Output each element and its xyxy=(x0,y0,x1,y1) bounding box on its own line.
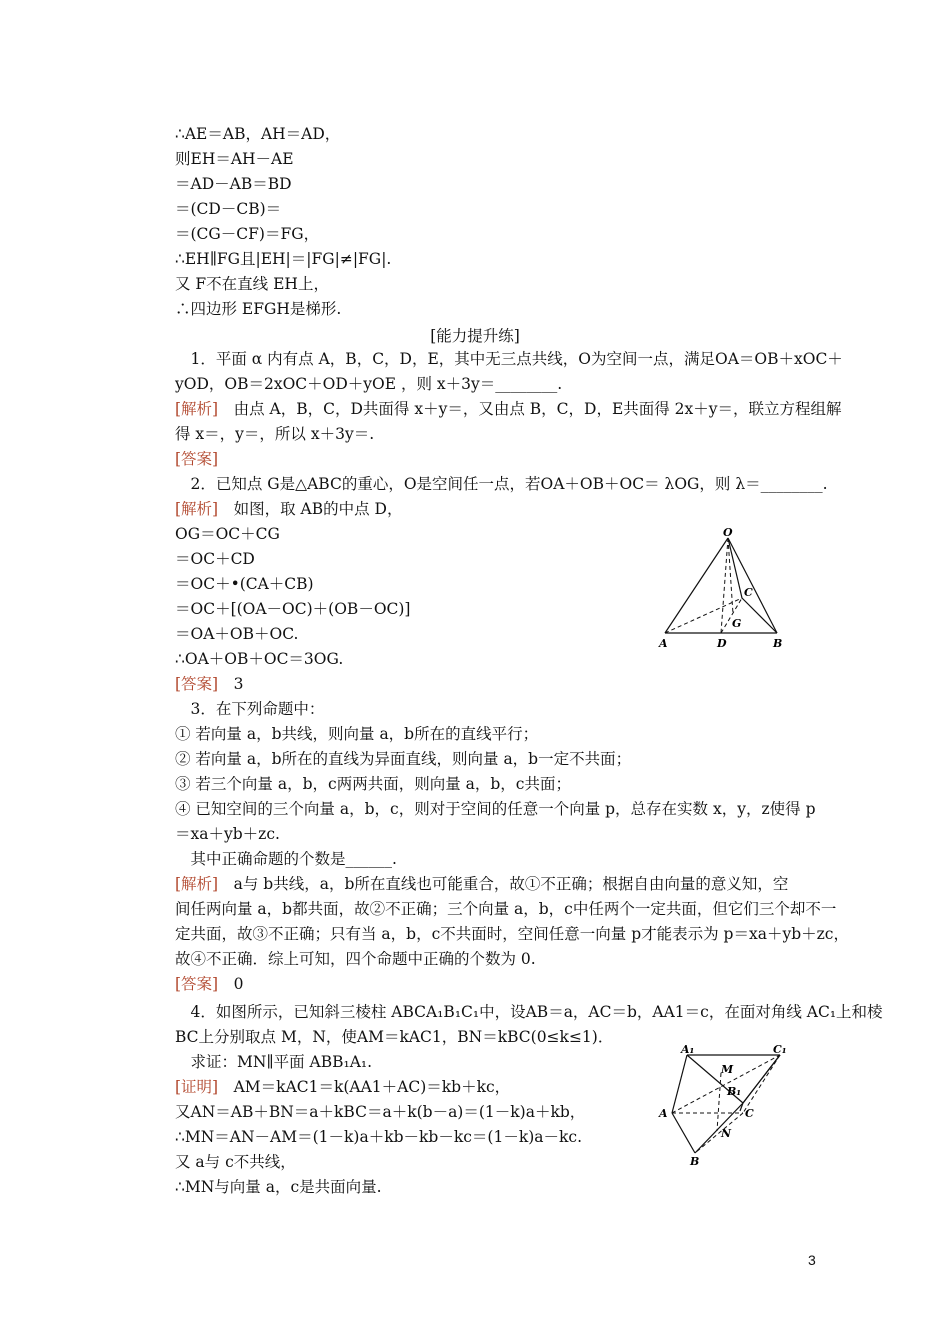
question-3-line: 其中正确命题的个数是______. xyxy=(175,850,397,868)
fig-label: D xyxy=(717,637,727,650)
fig-label: B xyxy=(773,637,783,650)
analysis-tag: [解析] xyxy=(175,875,219,893)
fig-label: C₁ xyxy=(773,1043,787,1056)
analysis-tag: [解析] xyxy=(175,400,219,418)
math-step: ∴MN与向量 a，c是共面向量. xyxy=(175,1178,382,1196)
text-line: ∴四边形 EFGH是梯形. xyxy=(175,300,342,318)
math-step: 又 a与 c不共线， xyxy=(175,1153,296,1171)
answer-tag: [答案] xyxy=(175,675,219,693)
math-step: 又AN＝AB＋BN＝a＋kBC＝a＋k(b－a)＝(1－k)a＋kb， xyxy=(175,1103,586,1121)
proposition-item: ③ 若三个向量 a，b，c两两共面，则向量 a，b，c共面； xyxy=(175,775,571,793)
fig-label: C xyxy=(744,586,753,599)
question-1-line: yOD，OB＝2xOC＋OD＋yOE ，则 x＋3y＝________. xyxy=(175,375,563,393)
answer-line: [答案] 3 xyxy=(175,675,244,693)
fig-label: C xyxy=(745,1107,754,1120)
tetrahedron-figure xyxy=(655,528,790,653)
question-4-line: 4．如图所示，已知斜三棱柱 ABCA₁B₁C₁中，设AB＝a，AC＝b，AA1＝c，在面对角线 AC₁上和棱 xyxy=(175,1003,883,1021)
fig-label: O xyxy=(723,528,733,539)
proposition-item: ＝xa＋yb＋zc. xyxy=(175,825,280,843)
fig-label: A₁ xyxy=(681,1043,695,1056)
fig-label: M xyxy=(721,1063,734,1076)
text-line: ＝(CG－CF)＝FG， xyxy=(175,225,320,243)
math-step: ＝OA＋OB＋OC. xyxy=(175,625,299,643)
question-2-line: 2．已知点 G是△ABC的重心，O是空间任一点，若OA＋OB＋OC＝ λOG，则 λ＝________. xyxy=(175,475,828,493)
answer-tag: [答案] xyxy=(175,450,219,468)
section-title: [能力提升练] xyxy=(430,327,520,345)
text-line: ＝AD－AB＝BD xyxy=(175,175,292,193)
analysis-line: [解析] 由点 A，B，C，D共面得 x＋y＝，又由点 B，C，D，E共面得 2x＋y＝，联立方程组解 xyxy=(175,400,842,418)
text-line: ＝(CD－CB)＝ xyxy=(175,200,282,218)
analysis-line: 定共面，故③不正确；只有当 a，b，c不共面时，空间任意一向量 p才能表示为 p＝xa＋yb＋zc， xyxy=(175,925,849,943)
fig-label: G xyxy=(732,617,742,630)
fig-label: A xyxy=(659,1107,668,1120)
proposition-item: ④ 已知空间的三个向量 a，b，c，则对于空间的任意一个向量 p，总存在实数 x，y，z使得 p xyxy=(175,800,816,818)
question-4-line: BC上分别取点 M，N，使AM＝kAC1，BN＝kBC(0≤k≤1)． xyxy=(175,1028,614,1046)
analysis-line: 得 x＝，y＝，所以 x＋3y＝. xyxy=(175,425,375,443)
analysis-tag: [解析] xyxy=(175,500,219,518)
math-step: OG＝OC＋CG xyxy=(175,525,280,543)
math-step: ＝OC＋CD xyxy=(175,550,255,568)
answer-line: [答案] 0 xyxy=(175,975,244,993)
answer-tag: [答案] xyxy=(175,975,219,993)
proposition-item: ① 若向量 a，b共线，则向量 a，b所在的直线平行； xyxy=(175,725,539,743)
question-1-line: 1．平面 α 内有点 A，B，C，D，E，其中无三点共线，O为空间一点，满足OA＝OB＋xOC＋ xyxy=(175,350,843,368)
proof-tag: [证明] xyxy=(175,1078,219,1096)
math-step: ＝OC＋•(CA＋CB) xyxy=(175,575,314,593)
math-step: ∴OA＋OB＋OC＝3OG. xyxy=(175,650,344,668)
question-4-line: 求证：MN∥平面 ABB₁A₁. xyxy=(175,1053,373,1071)
analysis-line: [解析] a与 b共线，a，b所在直线也可能重合，故①不正确；根据自由向量的意义知，空 xyxy=(175,875,789,893)
analysis-line: 故④不正确．综上可知，四个命题中正确的个数为 0. xyxy=(175,950,536,968)
analysis-line: 间任两向量 a，b都共面，故②不正确；三个向量 a，b，c中任两个一定共面，但它们三个却不一 xyxy=(175,900,837,918)
fig-label: N xyxy=(721,1127,732,1140)
question-3-line: 3．在下列命题中： xyxy=(175,700,325,718)
fig-label: B₁ xyxy=(727,1085,742,1098)
text-line: ∴EH∥FG且|EH|＝|FG|≠|FG|. xyxy=(175,250,392,268)
fig-label: A xyxy=(659,637,668,650)
math-step: ∴MN＝AN－AM＝(1－k)a＋kb－kb－kc＝(1－k)a－kc. xyxy=(175,1128,582,1146)
fig-label: B xyxy=(690,1155,700,1168)
analysis-line: [解析] 如图，取 AB的中点 D， xyxy=(175,500,403,518)
text-line: ∴AE＝AB，AH＝AD， xyxy=(175,125,341,143)
proof-line: [证明] AM＝kAC1＝k(AA1＋AC)＝kb＋kc， xyxy=(175,1078,511,1096)
proposition-item: ② 若向量 a，b所在的直线为异面直线，则向量 a，b一定不共面； xyxy=(175,750,632,768)
math-step: ＝OC＋[(OA－OC)＋(OB－OC)] xyxy=(175,600,411,618)
prism-figure xyxy=(655,1043,805,1168)
text-line: 又 F不在直线 EH上， xyxy=(175,275,329,293)
page-number: 3 xyxy=(808,1252,816,1268)
text-line: 则EH＝AH－AE xyxy=(175,150,294,168)
